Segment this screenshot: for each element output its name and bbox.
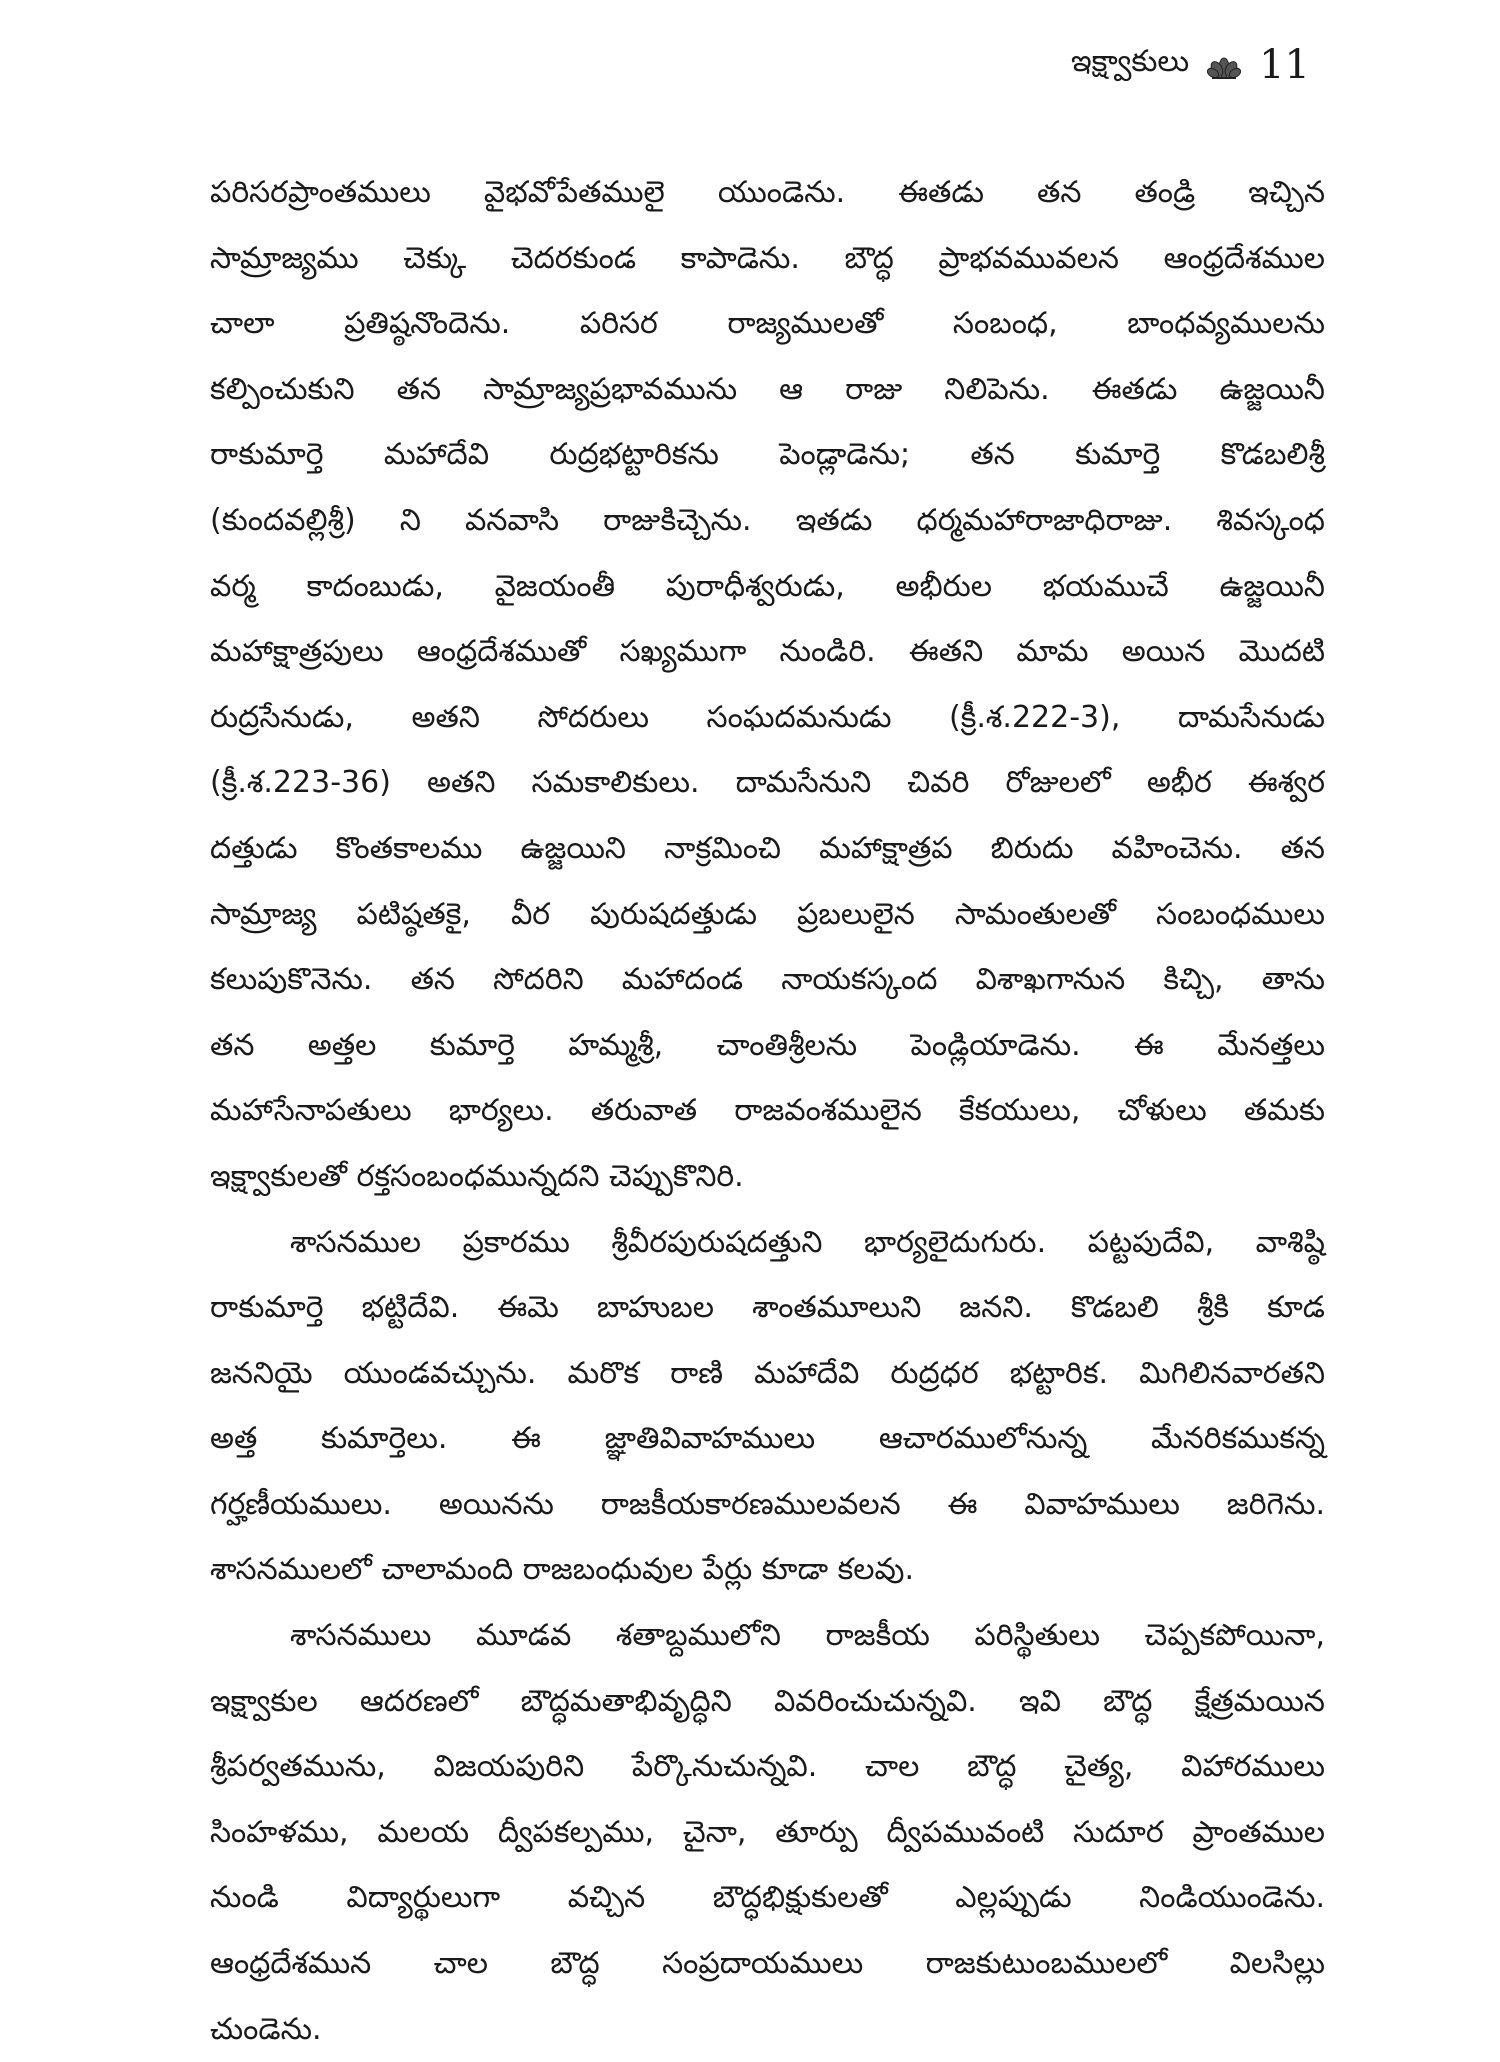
text-line: (కుందవల్లిశ్రీ) ని వనవాసి రాజుకిచ్చెను. ఇతడు ధర్మమహారాజాధిరాజు. శివస్కంధ xyxy=(210,502,1325,538)
text-line: (క్రీ.శ.223-36) అతని సమకాలికులు. దామసేనుని చివరి రోజులలో అభీర ఈశ్వర xyxy=(210,765,1325,801)
text-line: శాసనములలో చాలామంది రాజబంధువుల పేర్లు కూడా కలవు. xyxy=(210,1552,915,1588)
text-line: గర్హణీయములు. అయినను రాజకీయకారణములవలన ఈ వివాహములు జరిగెను. xyxy=(210,1486,1325,1522)
text-line: సామ్రాజ్యము చెక్కు చెదరకుండ కాపాడెను. బౌద్ధ ప్రాభవమువలన ఆంధ్రదేశముల xyxy=(210,240,1325,276)
text-line: దత్తుడు కొంతకాలము ఉజ్జయిని నాక్రమించి మహాక్షాత్రప బిరుదు వహించెను. తన xyxy=(210,830,1325,866)
text-line: జననియై యుండవచ్చును. మరొక రాణి మహాదేవి రుద్రధర భట్టారిక. మిగిలినవారతని xyxy=(210,1355,1325,1391)
text-line: రాకుమార్తె భట్టిదేవి. ఈమె బాహుబల శాంతమూలుని జనని. కొడబలి శ్రీకి కూడ xyxy=(210,1290,1325,1326)
page-number: 11 xyxy=(1259,42,1310,88)
text-line: చాలా ప్రతిష్ఠనొందెను. పరిసర రాజ్యములతో సంబంధ, బాంధవ్యములను xyxy=(210,306,1325,342)
text-line: ఆంధ్రదేశమున చాల బౌద్ధ సంప్రదాయములు రాజకుటుంబములలో విలసిల్లు xyxy=(210,1946,1325,1982)
text-line: పరిసరప్రాంతములు వైభవోపేతములై యుండెను. ఈతడు తన తండ్రి ఇచ్చిన xyxy=(210,175,1325,210)
text-line: రాకుమార్తె మహాదేవి రుద్రభట్టారికను పెండ్లాడెను; తన కుమార్తె కొడబలిశ్రీ xyxy=(210,437,1325,473)
running-header xyxy=(1071,44,1310,86)
text-line: శాసనములు మూడవ శతాబ్దములోని రాజకీయ పరిస్థితులు చెప్పకపోయినా, xyxy=(290,1618,1325,1654)
text-line: రుద్రసేనుడు, అతని సోదరులు సంఘదమనుడు (క్రీ.శ.222-3), దామసేనుడు xyxy=(210,699,1325,735)
text-line: శ్రీపర్వతమును, విజయపురిని పేర్కొనుచున్నవి. చాల బౌద్ధ చైత్య, విహారములు xyxy=(210,1749,1325,1785)
paragraph xyxy=(210,1603,1325,2062)
text-line: చుండెను. xyxy=(210,2011,322,2047)
text-line: ఇక్ష్వాకులతో రక్తసంబంధమున్నదని చెప్పుకొనిరి. xyxy=(210,1158,744,1194)
lotus-ornament-icon xyxy=(1207,48,1241,82)
text-line: సింహళము, మలయ ద్వీపకల్పము, చైనా, తూర్పు ద్వీపమువంటి సుదూర ప్రాంతముల xyxy=(210,1814,1325,1850)
text-line: వర్మ కాదంబుడు, వైజయంతీ పురాధీశ్వరుడు, అభీరుల భయముచే ఉజ్జయినీ xyxy=(210,568,1325,604)
text-line: మహాసేనాపతులు భార్యలు. తరువాత రాజవంశములైన కేకయులు, చోళులు తమకు xyxy=(210,1093,1325,1129)
text-line: నుండి విద్యార్థులుగా వచ్చిన బౌద్ధభిక్షుకులతో ఎల్లప్పుడు నిండియుండెను. xyxy=(210,1880,1325,1916)
text-line: ఇక్ష్వాకుల ఆదరణలో బౌద్ధమతాభివృద్ధిని వివరించుచున్నవి. ఇవి బౌద్ధ క్షేత్రమయిన xyxy=(210,1683,1325,1719)
text-line: కలుపుకొనెను. తన సోదరిని మహాదండ నాయకస్కంద విశాఖగానున కిచ్చి, తాను xyxy=(210,962,1325,998)
text-line: శాసనముల ప్రకారము శ్రీవీరపురుషదత్తుని భార్యలైదుగురు. పట్టపుదేవి, వాశిష్ఠి xyxy=(290,1224,1325,1260)
body-text xyxy=(210,160,1325,2062)
text-line: కల్పించుకుని తన సామ్రాజ్యప్రభావమును ఆ రాజు నిలిపెను. ఈతడు ఉజ్జయినీ xyxy=(210,371,1325,407)
text-line: తన అత్తల కుమార్తె హమ్మశ్రీ, చాంతిశ్రీలను పెండ్లియాడెను. ఈ మేనత్తలు xyxy=(210,1027,1325,1063)
chapter-title: ఇక్ష్వాకులు xyxy=(1070,44,1190,79)
paragraph xyxy=(210,1210,1325,1604)
text-line: మహాక్షాత్రపులు ఆంధ్రదేశముతో సఖ్యముగా నుండిరి. ఈతని మామ అయిన మొదటి xyxy=(210,634,1325,670)
paragraph xyxy=(210,160,1325,1210)
text-line: సామ్రాజ్య పటిష్ఠతకై, వీర పురుషదత్తుడు ప్రబలులైన సామంతులతో సంబంధములు xyxy=(210,896,1325,932)
text-line: అత్త కుమార్తెలు. ఈ జ్ఞాతివివాహములు ఆచారములోనున్న మేనరికముకన్న xyxy=(210,1421,1325,1457)
